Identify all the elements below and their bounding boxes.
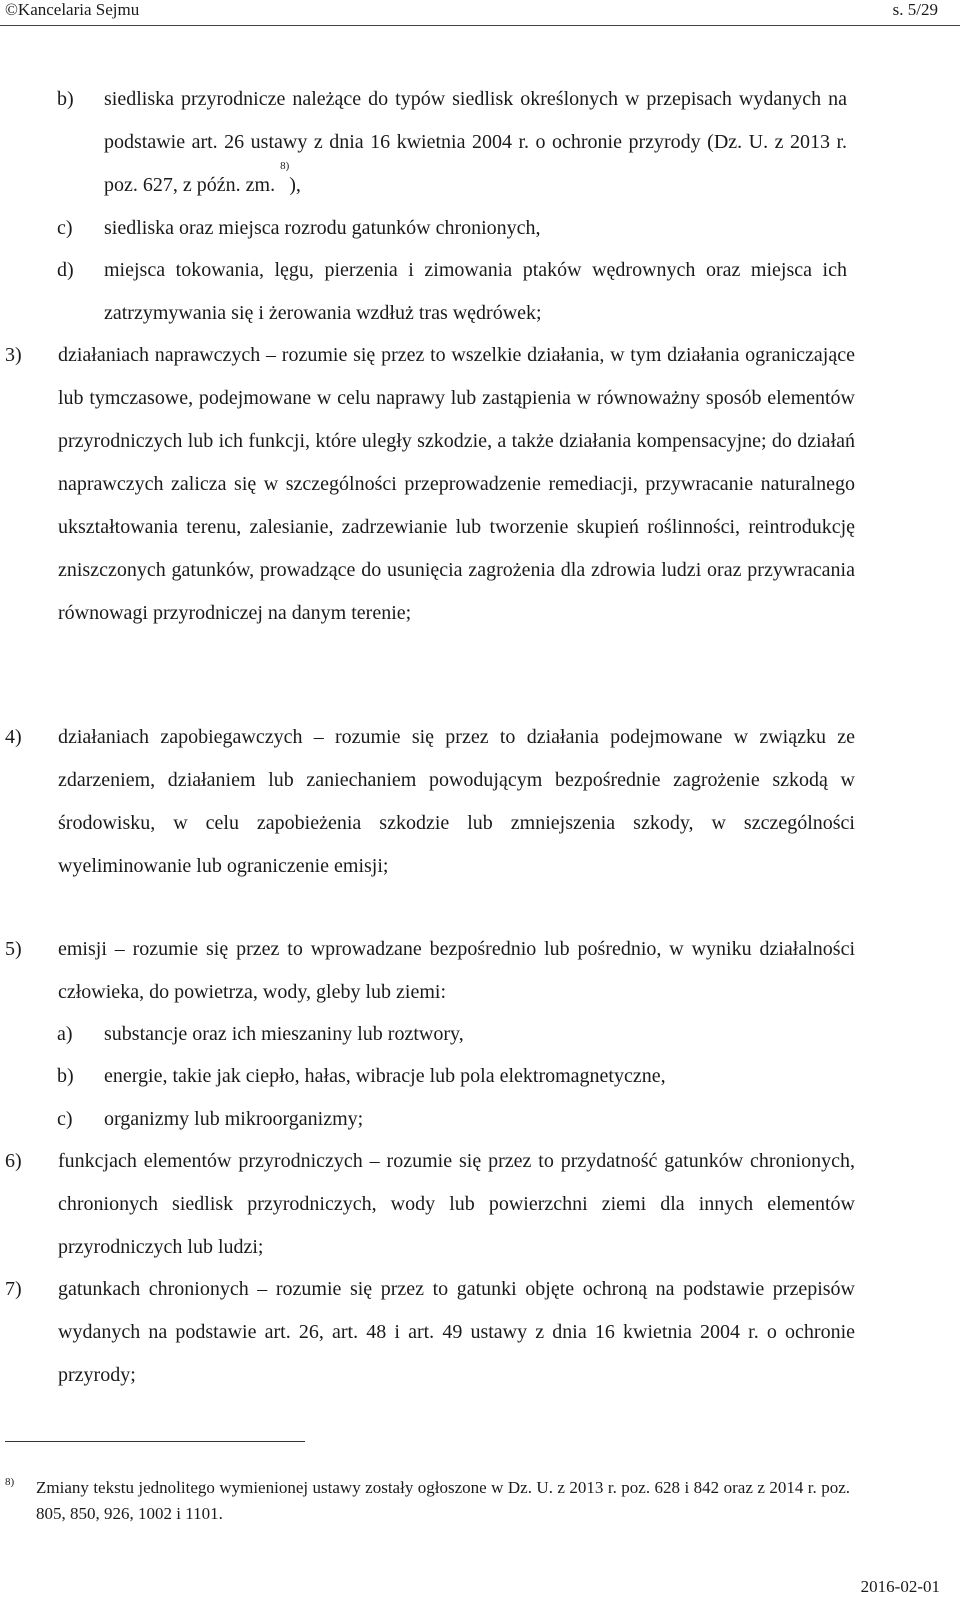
item-text: gatunkach chronionych – rozumie się przez to gatunki objęte ochroną na podstawie przepisów wydanych na podstawie art. 26, art. 48 i art. 49 ustawy z dnia 16 kwietnia 2004 r. o ochronie przyrody;: [58, 1278, 855, 1386]
footnote-text: Zmiany tekstu jednolitego wymienionej ustawy zostały ogłoszone w Dz. U. z 2013 r. poz. 628 i 842 oraz z 2014 r. poz. 805, 850, 926, 1002 i 1101.: [36, 1478, 850, 1523]
footnote-divider: [5, 1441, 305, 1442]
page-header: [0, 0, 960, 26]
item-marker: c): [57, 217, 73, 239]
footnote-marker: 8): [5, 1476, 15, 1488]
item-marker: 3): [5, 344, 22, 366]
item-text: emisji – rozumie się przez to wprowadzane bezpośrednio lub pośrednio, w wyniku działalności człowieka, do powietrza, wody, gleby lub ziemi:: [58, 938, 855, 1003]
item-marker: 6): [5, 1150, 22, 1172]
item-marker: a): [57, 1023, 73, 1045]
item-text: siedliska oraz miejsca rozrodu gatunków chronionych,: [104, 217, 541, 239]
document-date: 2016-02-01: [860, 1577, 940, 1596]
item-text: funkcjach elementów przyrodniczych – rozumie się przez to przydatność gatunków chronionych, chronionych siedlisk przyrodniczych, wody lub powierzchni ziemi dla innych elementów przyrodniczych lub ludzi;: [58, 1150, 855, 1258]
item-text: energie, takie jak ciepło, hałas, wibracje lub pola elektromagnetyczne,: [104, 1065, 666, 1087]
item-marker: 5): [5, 938, 22, 960]
item-text: działaniach naprawczych – rozumie się przez to wszelkie działania, w tym działania ograniczające lub tymczasowe, podejmowane w celu naprawy lub zastąpienia w równoważny sposób elementów przyrodniczych lub ich funkcji, które uległy szkodzie, a także działania kompensacyjne; do działań naprawczych zalicza się w szczególności przeprowadzenie remediacji, przywracanie naturalnego ukształtowania terenu, zalesianie, zadrzewianie lub tworzenie skupień roślinności, reintrodukcję zniszczonych gatunków, prowadzące do usunięcia zagrożenia dla zdrowia ludzi oraz przywracania równowagi przyrodniczej na danym terenie;: [58, 344, 855, 624]
item-text: substancje oraz ich mieszaniny lub roztwory,: [104, 1023, 464, 1045]
item-marker: b): [57, 1065, 74, 1087]
item-marker: b): [57, 88, 74, 110]
item-text: działaniach zapobiegawczych – rozumie się przez to działania podejmowane w związku ze zdarzeniem, działaniem lub zaniechaniem powodującym bezpośrednie zagrożenie szkodą w środowisku, w celu zapobieżenia szkodzie lub zmniejszenia szkody, w szczególności wyeliminowanie lub ograniczenie emisji;: [58, 726, 855, 877]
header-page-number: s. 5/29: [892, 0, 938, 19]
item-text: siedliska przyrodnicze należące do typów siedlisk określonych w przepisach wydanych na podstawie art. 26 ustawy z dnia 16 kwietnia 2004 r. o ochronie przyrody (Dz. U. z 2013 r. poz. 627, z późn. zm. $^{8)}$),: [104, 88, 847, 196]
item-text: organizmy lub mikroorganizmy;: [104, 1108, 364, 1130]
item-marker: 4): [5, 726, 22, 748]
item-marker: 7): [5, 1278, 22, 1300]
item-text: miejsca tokowania, lęgu, pierzenia i zimowania ptaków wędrownych oraz miejsca ich zatrzymywania się i żerowania wzdłuż tras wędrówek;: [104, 259, 847, 324]
header-copyright: ©Kancelaria Sejmu: [5, 0, 140, 19]
item-marker: c): [57, 1108, 73, 1130]
item-marker: d): [57, 259, 74, 281]
footnote-reference: 8): [280, 160, 290, 172]
